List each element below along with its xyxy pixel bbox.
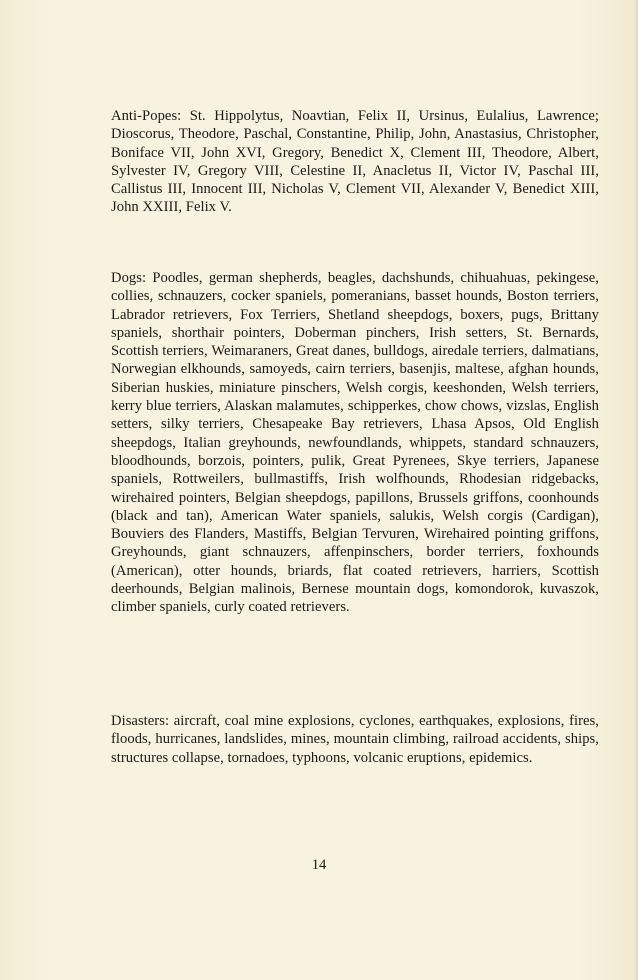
antipopes-paragraph: Anti-Popes: St. Hippolytus, Noavtian, Felix II, Ursinus, Eulalius, Lawrence; Dioscorus, Theodore, Paschal, Constantine, Philip, John, Anastasius, Christopher, Boniface VII, John XVI, Gregory, Benedict X, Clement III, Theodore, Albert, Sylvester IV, Gregory VIII, Celestine II, Anacletus II, Victor IV, Paschal III, Callistus III, Innocent III, Nicholas V, Clement VII, Alexander V, Benedict XIII, John XXIII, Felix V. [111, 108, 599, 216]
dogs-paragraph: Dogs: Poodles, german shepherds, beagles, dachshunds, chihuahuas, pekingese, collies, schnauzers, cocker spaniels, pomeranians, basset hounds, Boston terriers, Labrador retrievers, Fox Terriers, Shetland sheepdogs, boxers, pugs, Brittany spaniels, shorthair pointers, Doberman pinchers, Irish setters, St. Bernards, Scottish terriers, Weimaraners, Great danes, bulldogs, airedale terriers, dalmatians, Norwegian elkhounds, samoyeds, cairn terriers, basenjis, maltese, afghan hounds, Siberian huskies, miniature pinschers, Welsh corgis, keeshonden, Welsh terriers, kerry blue terriers, Alaskan malamutes, schipperkes, chow chows, vizslas, English setters, silky terriers, Chesapeake Bay retrievers, Lhasa Apsos, Old English sheepdogs, Italian greyhounds, newfoundlands, whippets, standard schnauzers, bloodhounds, borzois, pointers, pulik, Great Pyrenees, Skye terriers, Japanese spaniels, Rottweilers, bullmastiffs, Irish wolfhounds, Rhodesian ridgebacks, wirehaired pointers, Belgian sheepdogs, papillons, Brussels griffons, coonhounds (black and tan), American Water spaniels, salukis, Welsh corgis (Cardigan), Bouviers des Flanders, Mastiffs, Belgian Tervuren, Wirehaired pointing griffons, Greyhounds, giant schnauzers, affenpinschers, border terriers, foxhounds (American), otter hounds, briards, flat coated retrievers, harriers, Scottish deerhounds, Belgian malinois, Bernese mountain dogs, komondorok, kuvaszok, climber spaniels, curly coated retrievers. [111, 270, 599, 616]
page-number: 14 [311, 857, 327, 873]
page-edge-shadow [634, 0, 638, 980]
disasters-paragraph: Disasters: aircraft, coal mine explosions, cyclones, earthquakes, explosions, fires, floods, hurricanes, landslides, mines, mountain climbing, railroad accidents, ships, structures collapse, tornadoes, typhoons, volcanic eruptions, epidemics. [111, 713, 599, 766]
